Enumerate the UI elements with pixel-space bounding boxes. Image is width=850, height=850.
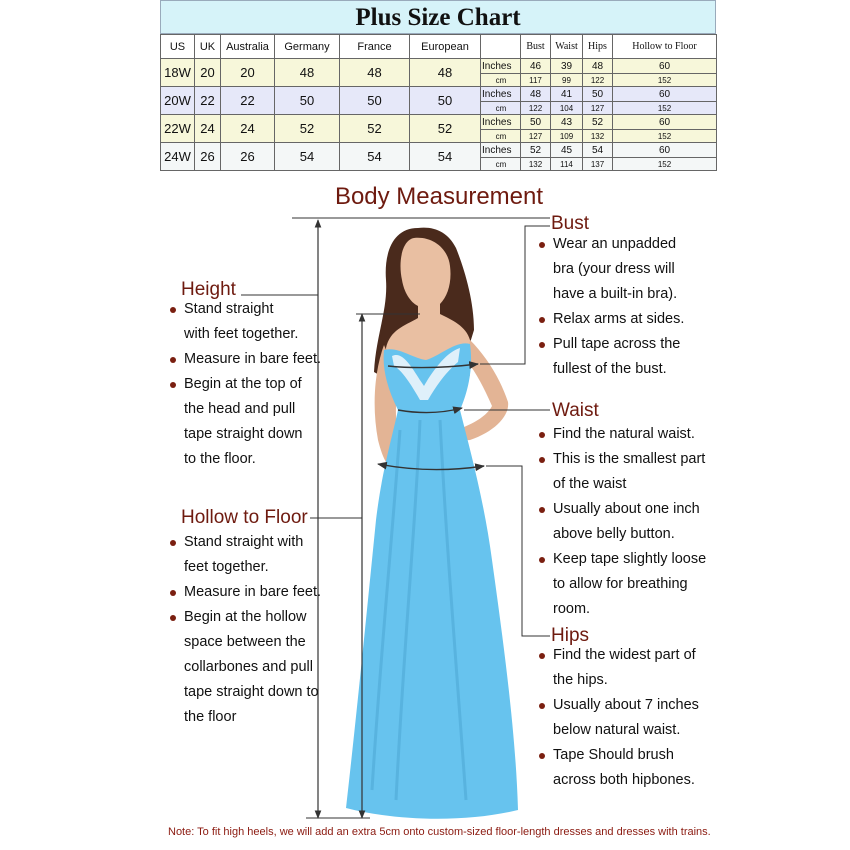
- cell-france: 52: [340, 115, 410, 143]
- cell-european: 54: [410, 143, 481, 171]
- hollow-instructions: [170, 530, 321, 730]
- instruction-line: bra (your dress will: [553, 261, 675, 277]
- cell-hollow-cm: 152: [613, 158, 717, 171]
- cell-us: 24W: [161, 143, 195, 171]
- cell-hollow-in: 60: [613, 143, 717, 158]
- cell-waist-in: 45: [551, 143, 583, 158]
- cell-european: 50: [410, 87, 481, 115]
- instruction-line: Stand straight: [170, 297, 321, 322]
- cell-bust-in: 50: [521, 115, 551, 130]
- cell-hips-cm: 132: [583, 130, 613, 143]
- header-hollow: Hollow to Floor: [613, 35, 717, 59]
- instruction-line: feet together.: [184, 559, 269, 575]
- cell-france: 54: [340, 143, 410, 171]
- cell-hollow-in: 60: [613, 87, 717, 102]
- instruction-line: to allow for breathing: [553, 576, 688, 592]
- cell-waist-cm: 109: [551, 130, 583, 143]
- instruction-line: Stand straight with: [170, 530, 321, 555]
- cell-waist-cm: 99: [551, 74, 583, 87]
- cell-hollow-cm: 152: [613, 74, 717, 87]
- instruction-line: collarbones and pull: [184, 659, 313, 675]
- instruction-line: to the floor.: [184, 451, 256, 467]
- cell-bust-cm: 127: [521, 130, 551, 143]
- cell-france: 50: [340, 87, 410, 115]
- instruction-line: This is the smallest part: [539, 447, 706, 472]
- cell-hips-cm: 137: [583, 158, 613, 171]
- header-germany: Germany: [275, 35, 340, 59]
- cell-hips-in: 50: [583, 87, 613, 102]
- instruction-line: tape straight down to: [184, 684, 319, 700]
- header-european: European: [410, 35, 481, 59]
- instruction-line: space between the: [184, 634, 306, 650]
- cell-cm-label: cm: [481, 102, 521, 115]
- cell-inches-label: Inches: [481, 87, 521, 102]
- waist-title: Waist: [552, 400, 599, 421]
- cell-france: 48: [340, 59, 410, 87]
- header-australia: Australia: [221, 35, 275, 59]
- cell-bust-in: 52: [521, 143, 551, 158]
- header-waist: Waist: [551, 35, 583, 59]
- instruction-line: Keep tape slightly loose: [539, 547, 706, 572]
- instruction-line: the head and pull: [184, 401, 296, 417]
- instruction-line: Usually about 7 inches: [539, 693, 699, 718]
- instruction-line: Measure in bare feet.: [170, 580, 321, 605]
- note-text: Note: To fit high heels, we will add an extra 5cm onto custom-sized floor-length dresses and dresses with trains.: [168, 826, 711, 838]
- cell-bust-in: 46: [521, 59, 551, 74]
- body-measurement-title: Body Measurement: [334, 183, 544, 210]
- cell-waist-in: 41: [551, 87, 583, 102]
- hips-instructions: [539, 643, 699, 793]
- cell-us: 20W: [161, 87, 195, 115]
- cell-waist-in: 43: [551, 115, 583, 130]
- instruction-line: room.: [553, 601, 591, 617]
- cell-cm-label: cm: [481, 74, 521, 87]
- cell-germany: 54: [275, 143, 340, 171]
- header-hips: Hips: [583, 35, 613, 59]
- chart-title: Plus Size Chart: [160, 0, 716, 34]
- instruction-line: fullest of the bust.: [553, 361, 667, 377]
- instruction-line: Find the widest part of: [539, 643, 699, 668]
- instruction-line: Begin at the top of: [170, 372, 321, 397]
- cell-australia: 26: [221, 143, 275, 171]
- instruction-line: with feet together.: [184, 326, 299, 342]
- cell-bust-in: 48: [521, 87, 551, 102]
- cell-hollow-cm: 152: [613, 130, 717, 143]
- bust-instructions: [539, 232, 684, 382]
- cell-hips-in: 54: [583, 143, 613, 158]
- waist-instructions: [539, 422, 706, 622]
- cell-us: 22W: [161, 115, 195, 143]
- cell-germany: 52: [275, 115, 340, 143]
- cell-bust-cm: 122: [521, 102, 551, 115]
- instruction-line: of the waist: [553, 476, 627, 492]
- hips-title: Hips: [551, 625, 590, 646]
- cell-inches-label: Inches: [481, 59, 521, 74]
- instruction-line: Relax arms at sides.: [539, 307, 684, 332]
- cell-hips-cm: 122: [583, 74, 613, 87]
- cell-uk: 22: [195, 87, 221, 115]
- header-uk: UK: [195, 35, 221, 59]
- instruction-line: Usually about one inch: [539, 497, 706, 522]
- cell-waist-in: 39: [551, 59, 583, 74]
- cell-australia: 24: [221, 115, 275, 143]
- instruction-line: Pull tape across the: [539, 332, 684, 357]
- instruction-line: Begin at the hollow: [170, 605, 321, 630]
- cell-uk: 24: [195, 115, 221, 143]
- cell-australia: 20: [221, 59, 275, 87]
- instruction-line: Tape Should brush: [539, 743, 699, 768]
- cell-uk: 20: [195, 59, 221, 87]
- instruction-line: tape straight down: [184, 426, 303, 442]
- header-bust: Bust: [521, 35, 551, 59]
- instruction-line: Wear an unpadded: [539, 232, 684, 257]
- cell-bust-cm: 117: [521, 74, 551, 87]
- header-france: France: [340, 35, 410, 59]
- height-title: Height: [181, 279, 236, 300]
- cell-cm-label: cm: [481, 130, 521, 143]
- cell-germany: 48: [275, 59, 340, 87]
- cell-european: 52: [410, 115, 481, 143]
- cell-australia: 22: [221, 87, 275, 115]
- instruction-line: Find the natural waist.: [539, 422, 706, 447]
- cell-cm-label: cm: [481, 158, 521, 171]
- instruction-line: the floor: [184, 709, 237, 725]
- cell-waist-cm: 114: [551, 158, 583, 171]
- cell-hollow-in: 60: [613, 115, 717, 130]
- height-instructions: [170, 297, 321, 472]
- instruction-line: across both hipbones.: [553, 772, 695, 788]
- cell-hips-in: 48: [583, 59, 613, 74]
- cell-inches-label: Inches: [481, 115, 521, 130]
- cell-waist-cm: 104: [551, 102, 583, 115]
- bust-title: Bust: [551, 213, 590, 234]
- cell-european: 48: [410, 59, 481, 87]
- instruction-line: Measure in bare feet.: [170, 347, 321, 372]
- cell-hollow-in: 60: [613, 59, 717, 74]
- instruction-line: the hips.: [553, 672, 608, 688]
- instruction-line: have a built-in bra).: [553, 286, 678, 302]
- hollow-to-floor-title: Hollow to Floor: [181, 507, 308, 528]
- cell-inches-label: Inches: [481, 143, 521, 158]
- cell-hollow-cm: 152: [613, 102, 717, 115]
- instruction-line: below natural waist.: [553, 722, 681, 738]
- cell-us: 18W: [161, 59, 195, 87]
- cell-hips-cm: 127: [583, 102, 613, 115]
- instruction-line: above belly button.: [553, 526, 675, 542]
- cell-germany: 50: [275, 87, 340, 115]
- cell-hips-in: 52: [583, 115, 613, 130]
- cell-bust-cm: 132: [521, 158, 551, 171]
- header-us: US: [161, 35, 195, 59]
- cell-uk: 26: [195, 143, 221, 171]
